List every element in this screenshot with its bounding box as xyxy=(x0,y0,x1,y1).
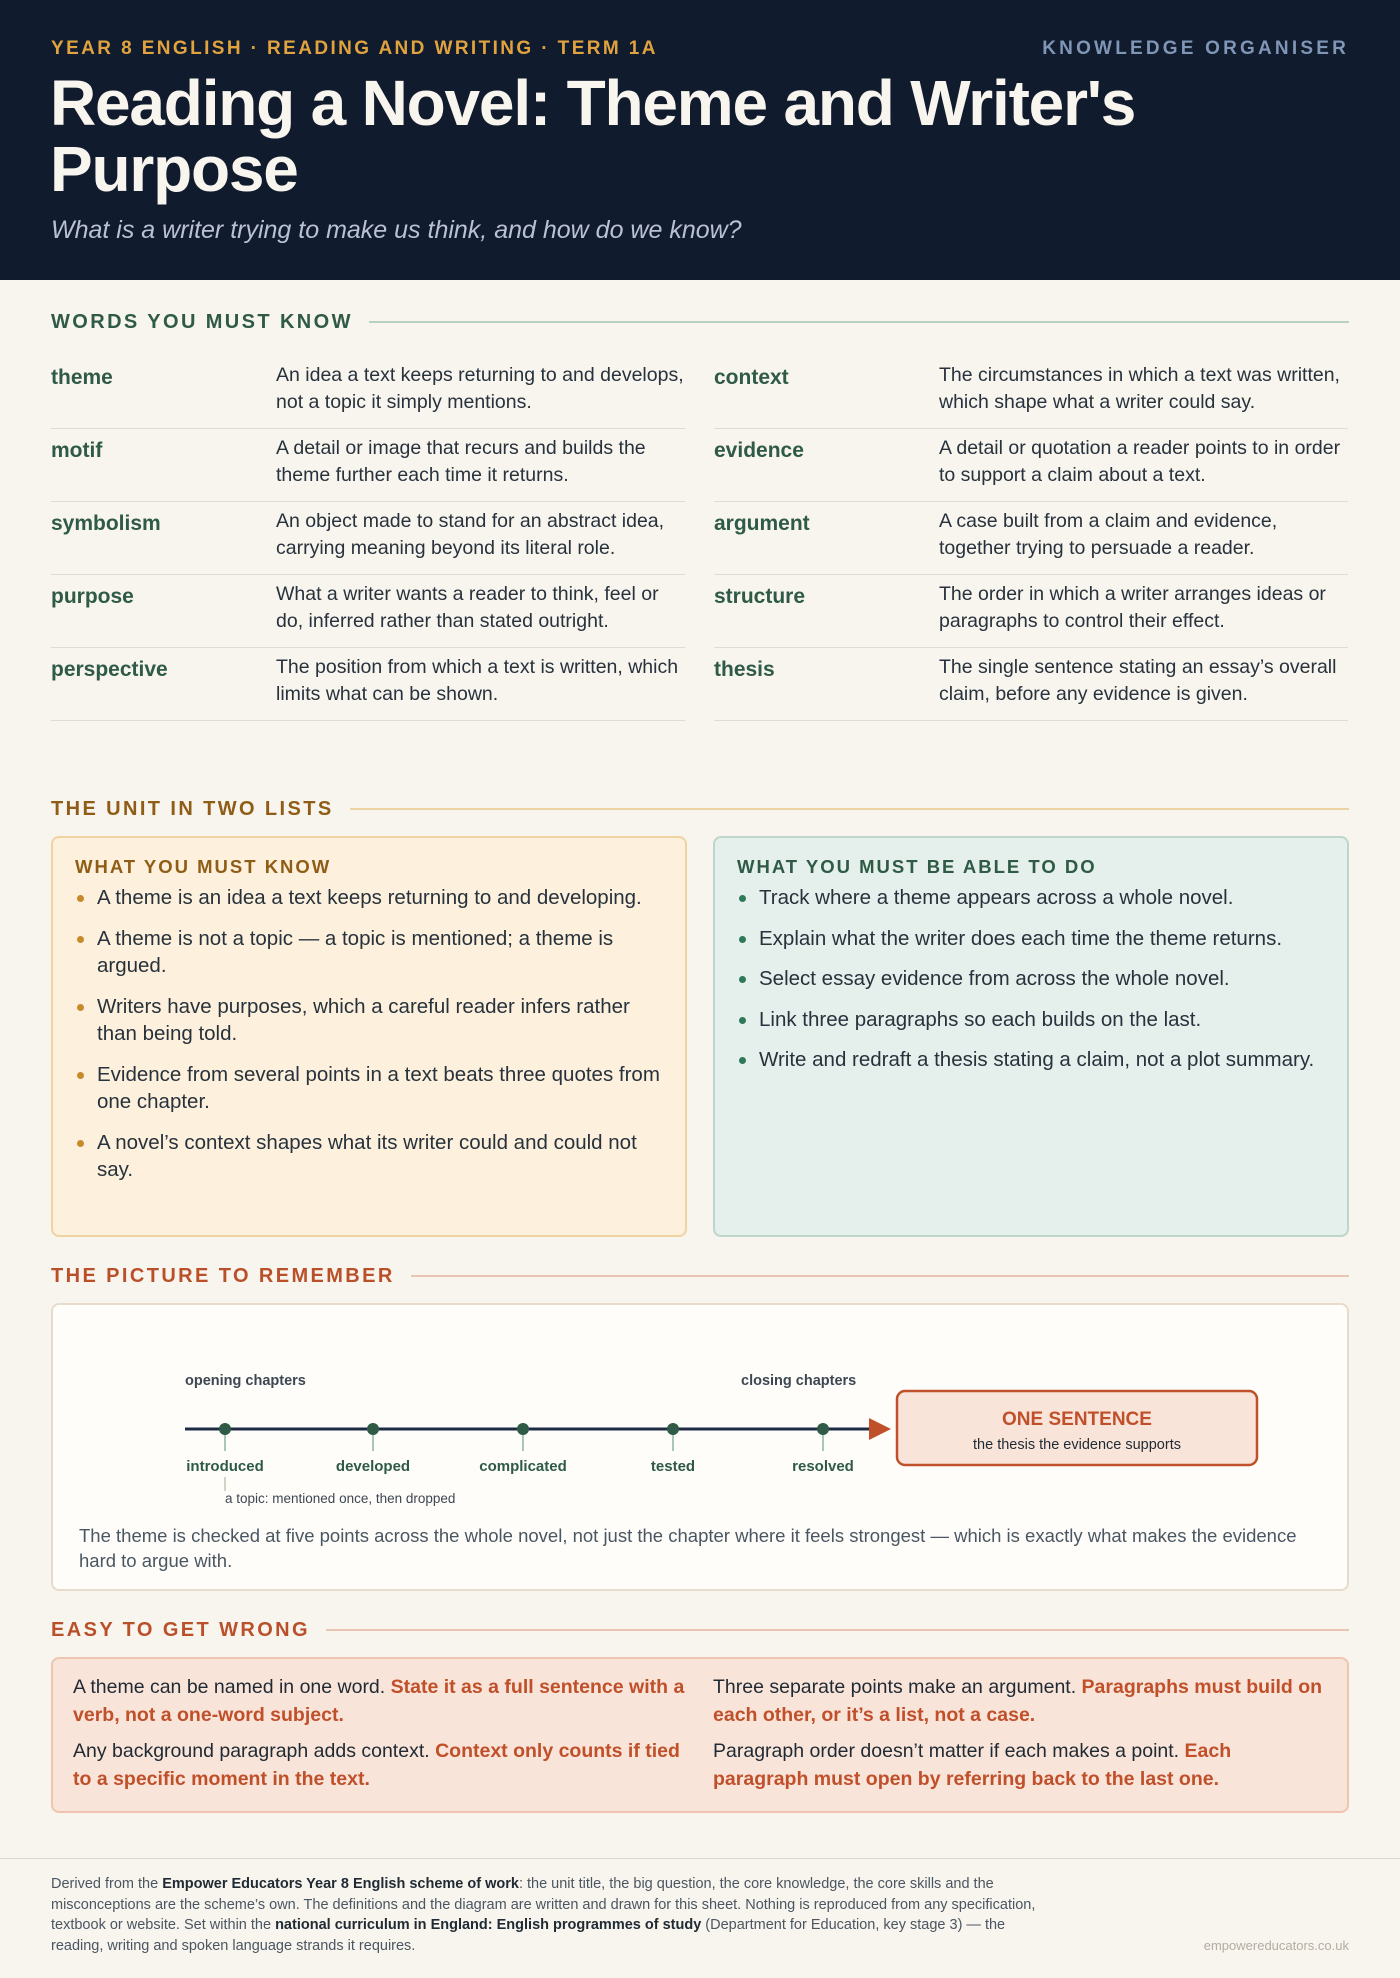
glossary-term: context xyxy=(714,366,789,389)
header-banner xyxy=(0,0,1400,280)
misconception-claim: Any background paragraph adds context. xyxy=(73,1740,430,1762)
glossary-term: theme xyxy=(51,366,113,389)
glossary-definition: The circumstances in which a text was written, which shape what a writer could say. xyxy=(939,364,1340,413)
misconceptions-box xyxy=(51,1657,1349,1813)
list-item: Link three paragraphs so each builds on the last. xyxy=(737,1006,1325,1034)
scheme-name: Empower Educators Year 8 English scheme of work xyxy=(162,1876,519,1892)
thesis-box-subtitle: the thesis the evidence supports xyxy=(973,1437,1181,1453)
diagram-caption: The theme is checked at five points across the whole novel, not just the chapter where it feels strongest — which is exactly what makes the evidence hard to argue with. xyxy=(79,1525,1297,1571)
glossary-row xyxy=(714,648,1348,721)
list-item: Evidence from several points in a text beats three quotes from one chapter. xyxy=(75,1061,663,1116)
misconception-item xyxy=(713,1738,1325,1793)
misconception-claim: A theme can be named in one word. xyxy=(73,1676,386,1698)
stage-label: developed xyxy=(335,1458,411,1475)
footer-text: : the unit title, the big question, the core knowledge, the core skills and the misconceptions are the scheme’s own. The definitions and the diagram are written and drawn for this sheet. Nothing is reproduced from any specification, textbook or website. Set within the xyxy=(51,1876,1036,1933)
glossary-term: thesis xyxy=(714,658,775,681)
section-rule xyxy=(326,1629,1349,1631)
list-item: A theme is not a topic — a topic is mentioned; a theme is argued. xyxy=(75,925,663,980)
timeline-node xyxy=(792,1423,854,1475)
glossary-definition: A case built from a claim and evidence, together trying to persuade a reader. xyxy=(939,510,1278,559)
topic-note: a topic: mentioned once, then dropped xyxy=(225,1491,456,1506)
big-question: What is a writer trying to make us think, and how do we know? xyxy=(51,216,742,244)
glossary-definition: The single sentence stating an essay’s overall claim, before any evidence is given. xyxy=(939,656,1337,705)
section-title: WORDS YOU MUST KNOW xyxy=(51,310,353,333)
thesis-box-title: ONE SENTENCE xyxy=(1002,1409,1152,1430)
timeline-node xyxy=(651,1423,695,1475)
glossary-definition: An idea a text keeps returning to and develops, not a topic it simply mentions. xyxy=(276,364,684,413)
list-item: A theme is an idea a text keeps returning to and developing. xyxy=(75,884,663,912)
closing-label: closing chapters xyxy=(741,1373,857,1389)
know-list xyxy=(75,884,663,1184)
section-rule xyxy=(350,808,1349,810)
footer-divider xyxy=(0,1858,1400,1859)
misconception-claim: Paragraph order doesn’t matter if each makes a point. xyxy=(713,1740,1180,1762)
glossary-row xyxy=(714,356,1348,429)
list-item: A novel’s context shapes what its writer could and could not say. xyxy=(75,1129,663,1184)
glossary-term: purpose xyxy=(51,585,134,608)
opening-label: opening chapters xyxy=(185,1373,306,1389)
list-item: Track where a theme appears across a whole novel. xyxy=(737,884,1325,912)
glossary-row xyxy=(714,429,1348,502)
footer-text: Derived from the xyxy=(51,1876,163,1892)
glossary-row xyxy=(51,356,685,429)
footer-text: (Department for Education, key stage 3) — the reading, writing and spoken language strands it requires. xyxy=(51,1917,1006,1954)
section-rule xyxy=(369,321,1349,323)
glossary-right-column xyxy=(714,356,1348,721)
section-heading-wrong xyxy=(51,1618,1349,1642)
section-title: THE UNIT IN TWO LISTS xyxy=(51,797,334,820)
misconception-fix: Context only counts if tied to a specific moment in the text. xyxy=(73,1740,680,1790)
glossary-row xyxy=(714,575,1348,648)
glossary-definition: An object made to stand for an abstract idea, carrying meaning beyond its literal role. xyxy=(276,510,665,559)
glossary-term: motif xyxy=(51,439,103,462)
glossary-definition: The order in which a writer arranges ideas or paragraphs to control their effect. xyxy=(939,583,1326,632)
glossary-definition: The position from which a text is written, which limits what can be shown. xyxy=(276,656,679,705)
section-rule xyxy=(411,1275,1349,1277)
glossary-term: argument xyxy=(714,512,810,535)
course-kicker: YEAR 8 ENGLISH · READING AND WRITING · TERM 1A xyxy=(51,38,658,59)
theme-timeline-diagram xyxy=(51,1303,1349,1591)
document-type-tag: KNOWLEDGE ORGANISER xyxy=(1042,38,1349,59)
know-list-title: WHAT YOU MUST KNOW xyxy=(75,856,332,877)
list-item: Select essay evidence from across the whole novel. xyxy=(737,965,1325,993)
glossary-row xyxy=(51,648,685,721)
list-item: Write and redraft a thesis stating a claim, not a plot summary. xyxy=(737,1046,1325,1074)
misconception-item xyxy=(713,1674,1325,1729)
glossary-definition: A detail or image that recurs and builds the theme further each time it returns. xyxy=(276,437,646,486)
glossary-term: symbolism xyxy=(51,512,161,535)
misconception-item xyxy=(73,1674,685,1729)
glossary-row xyxy=(51,502,685,575)
timeline-arrow-icon xyxy=(869,1418,891,1440)
glossary-row xyxy=(51,575,685,648)
skills-list-box xyxy=(713,836,1349,1237)
site-url: empowereducators.co.uk xyxy=(1203,1938,1349,1953)
section-title: THE PICTURE TO REMEMBER xyxy=(51,1264,395,1287)
page-title: Reading a Novel: Theme and Writer's Purpose xyxy=(50,67,1136,205)
misconception-fix: State it as a full sentence with a verb, not a one-word subject. xyxy=(73,1676,685,1726)
stage-label: introduced xyxy=(186,1458,264,1475)
know-list-box xyxy=(51,836,687,1237)
timeline-node xyxy=(479,1423,567,1475)
misconception-item xyxy=(73,1738,685,1793)
glossary-definition: What a writer wants a reader to think, feel or do, inferred rather than stated outright. xyxy=(276,583,659,632)
footer-note xyxy=(51,1874,1051,1956)
list-item: Writers have purposes, which a careful reader infers rather than being told. xyxy=(75,993,663,1048)
glossary-term: structure xyxy=(714,585,806,608)
skills-list-title: WHAT YOU MUST BE ABLE TO DO xyxy=(737,856,1097,877)
timeline-node xyxy=(336,1423,410,1475)
list-item: Explain what the writer does each time the theme returns. xyxy=(737,925,1325,953)
glossary-definition: A detail or quotation a reader points to in order to support a claim about a text. xyxy=(939,437,1341,486)
misconception-fix: Each paragraph must open by referring back to the last one. xyxy=(713,1740,1232,1790)
glossary-row xyxy=(51,429,685,502)
section-heading-lists xyxy=(51,797,1349,821)
section-heading-words xyxy=(51,310,1349,334)
misconception-claim: Three separate points make an argument. xyxy=(713,1676,1077,1698)
curriculum-name: national curriculum in England: English programmes of study xyxy=(275,1917,702,1933)
stage-label: resolved xyxy=(792,1458,854,1475)
misconception-fix: Paragraphs must build on each other, or it’s a list, not a case. xyxy=(713,1676,1323,1726)
section-heading-picture xyxy=(51,1264,1349,1288)
stage-label: complicated xyxy=(479,1458,567,1475)
section-title: EASY TO GET WRONG xyxy=(51,1618,310,1641)
glossary-term: perspective xyxy=(51,658,168,681)
glossary-term: evidence xyxy=(714,439,804,462)
timeline-node xyxy=(186,1423,264,1491)
stage-label: tested xyxy=(650,1458,696,1475)
glossary-left-column xyxy=(51,356,685,721)
glossary-row xyxy=(714,502,1348,575)
skills-list xyxy=(737,884,1325,1074)
